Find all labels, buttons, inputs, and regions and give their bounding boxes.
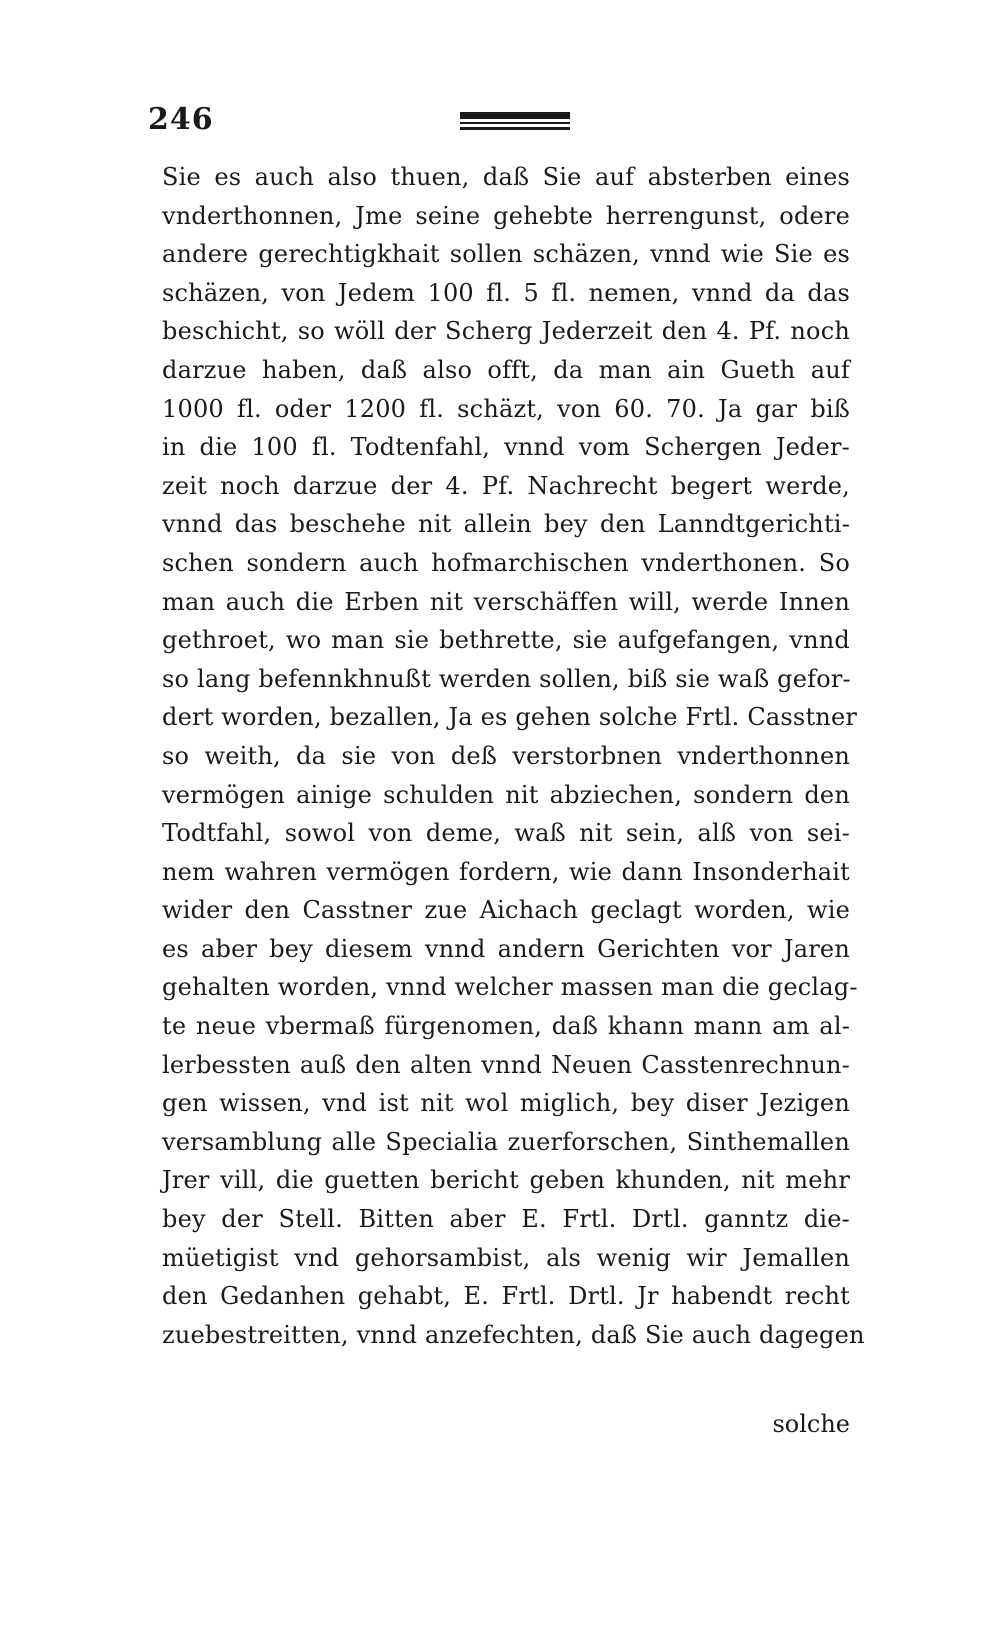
text-line: te neue vbermaß fürgenomen, daß khann mann am al- bbox=[162, 1012, 850, 1041]
text-line: versamblung alle Specialia zuerforschen, Sinthemallen bbox=[162, 1127, 850, 1156]
text-line: vnnd das beschehe nit allein bey den Lanndtgerichti- bbox=[162, 510, 850, 539]
text-line: Jrer vill, die guetten bericht geben khunden, nit mehr bbox=[162, 1166, 850, 1195]
text-line: andere gerechtigkhait sollen schäzen, vnnd wie Sie es bbox=[162, 240, 850, 269]
text-line: beschicht, so wöll der Scherg Jederzeit den 4. Pf. noch bbox=[162, 317, 850, 346]
catchword: solche bbox=[772, 1410, 850, 1438]
text-line: vnderthonnen, Jme seine gehebte herrengunst, odere bbox=[162, 201, 850, 230]
text-line: gethroet, wo man sie bethrette, sie aufgefangen, vnnd bbox=[162, 626, 850, 655]
text-line: dert worden, bezallen, Ja es gehen solche Frtl. Casstner bbox=[162, 703, 858, 732]
page-number: 246 bbox=[148, 102, 214, 137]
text-line: so weith, da sie von deß verstorbnen vnderthonnen bbox=[162, 741, 850, 770]
text-line: lerbessten auß den alten vnnd Neuen Casstenrechnun- bbox=[162, 1050, 850, 1079]
text-line: 1000 fl. oder 1200 fl. schäzt, von 60. 70. Ja gar biß bbox=[162, 394, 850, 423]
text-line: vermögen ainige schulden nit abziechen, sondern den bbox=[162, 780, 850, 809]
text-line: schäzen, von Jedem 100 fl. 5 fl. nemen, vnnd da das bbox=[162, 278, 850, 307]
text-line: schen sondern auch hofmarchischen vnderthonen. So bbox=[162, 548, 850, 577]
text-line: Sie es auch also thuen, daß Sie auf absterben eines bbox=[162, 163, 850, 191]
text-line: darzue haben, daß also offt, da man ain Gueth auf bbox=[162, 355, 850, 384]
text-line: den Gedanhen gehabt, E. Frtl. Drtl. Jr habendt recht bbox=[162, 1282, 850, 1311]
text-line: man auch die Erben nit verschäffen will, werde Innen bbox=[162, 587, 850, 616]
text-line: gehalten worden, vnnd welcher massen man die geclag- bbox=[162, 973, 858, 1002]
text-line: müetigist vnd gehorsambist, als wenig wir Jemallen bbox=[162, 1243, 850, 1272]
body-text bbox=[162, 158, 865, 1354]
text-line: so lang befennkhnußt werden sollen, biß sie waß gefor- bbox=[162, 664, 851, 693]
text-line: in die 100 fl. Todtenfahl, vnnd vom Schergen Jeder- bbox=[162, 433, 850, 462]
text-line: wider den Casstner zue Aichach geclagt worden, wie bbox=[162, 896, 850, 925]
text-line: bey der Stell. Bitten aber E. Frtl. Drtl. ganntz die- bbox=[162, 1205, 850, 1234]
text-line: gen wissen, vnd ist nit wol miglich, bey diser Jezigen bbox=[162, 1089, 850, 1118]
ornament-rule-thin bbox=[460, 122, 570, 124]
ornament-rule-medium bbox=[460, 127, 570, 130]
text-line: nem wahren vermögen fordern, wie dann Insonderhait bbox=[162, 857, 850, 886]
text-line: es aber bey diesem vnnd andern Gerichten vor Jaren bbox=[162, 934, 850, 963]
header-ornament bbox=[460, 112, 570, 130]
ornament-rule-thick bbox=[460, 112, 570, 119]
text-line: zeit noch darzue der 4. Pf. Nachrecht begert werde, bbox=[162, 471, 850, 500]
text-line: zuebestreitten, vnnd anzefechten, daß Sie auch dagegen bbox=[162, 1320, 865, 1349]
text-line: Todtfahl, sowol von deme, waß nit sein, alß von sei- bbox=[162, 819, 850, 848]
